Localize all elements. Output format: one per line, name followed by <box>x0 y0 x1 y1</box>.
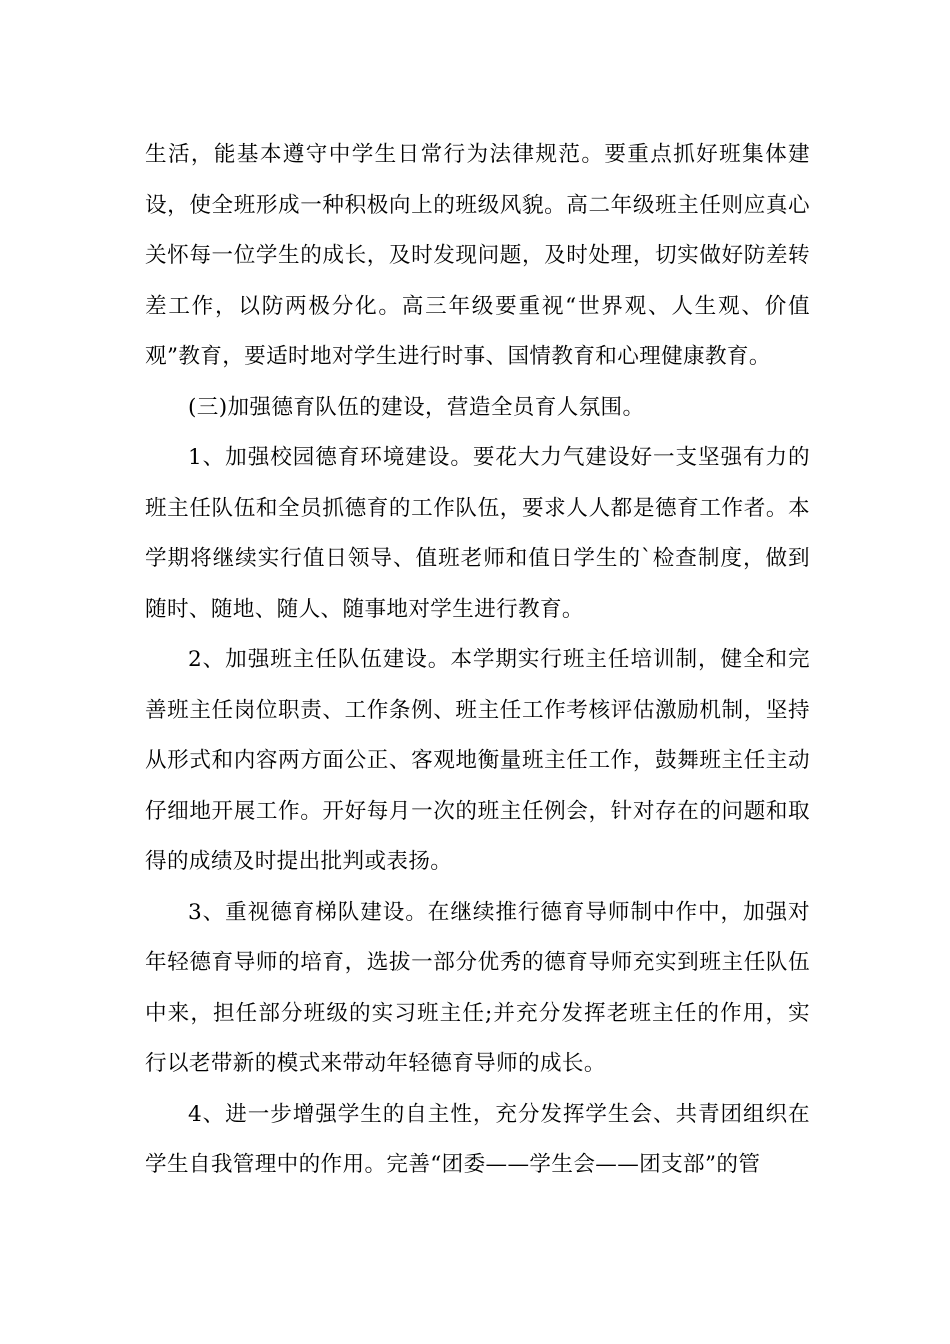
paragraph-item-3: 3、重视德育梯队建设。在继续推行德育导师制中作中，加强对年轻德育导师的培育，选拔一部分优秀的德育导师充实到班主任队伍中来，担任部分班级的实习班主任;并充分发挥老班主任的作用，实行以老带新的模式来带动年轻德育导师的成长。 <box>145 899 810 1076</box>
paragraph-item-2: 2、加强班主任队伍建设。本学期实行班主任培训制，健全和完善班主任岗位职责、工作条例、班主任工作考核评估激励机制，坚持从形式和内容两方面公正、客观地衡量班主任工作，鼓舞班主任主动仔细地开展工作。开好每月一次的班主任例会，针对存在的问题和取得的成绩及时提出批判或表扬。 <box>145 647 810 874</box>
paragraph-section-heading: (三)加强德育队伍的建设，营造全员育人氛围。 <box>188 394 645 420</box>
paragraph-item-1: 1、加强校园德育环境建设。要花大力气建设好一支坚强有力的班主任队伍和全员抓德育的工作队伍，要求人人都是德育工作者。本学期将继续实行值日领导、值班老师和值日学生的`检查制度，做到随时、随地、随人、随事地对学生进行教育。 <box>145 445 810 622</box>
document-body <box>145 130 810 1191</box>
paragraph-item-4: 4、进一步增强学生的自主性，充分发挥学生会、共青团组织在学生自我管理中的作用。完善“团委——学生会——团支部”的管 <box>145 1101 810 1177</box>
paragraph-continuation: 生活，能基本遵守中学生日常行为法律规范。要重点抓好班集体建设，使全班形成一种积极向上的班级风貌。高二年级班主任则应真心关怀每一位学生的成长，及时发现问题，及时处理，切实做好防差转差工作，以防两极分化。高三年级要重视“世界观、人生观、价值观”教育，要适时地对学生进行时事、国情教育和心理健康教育。 <box>145 142 810 369</box>
